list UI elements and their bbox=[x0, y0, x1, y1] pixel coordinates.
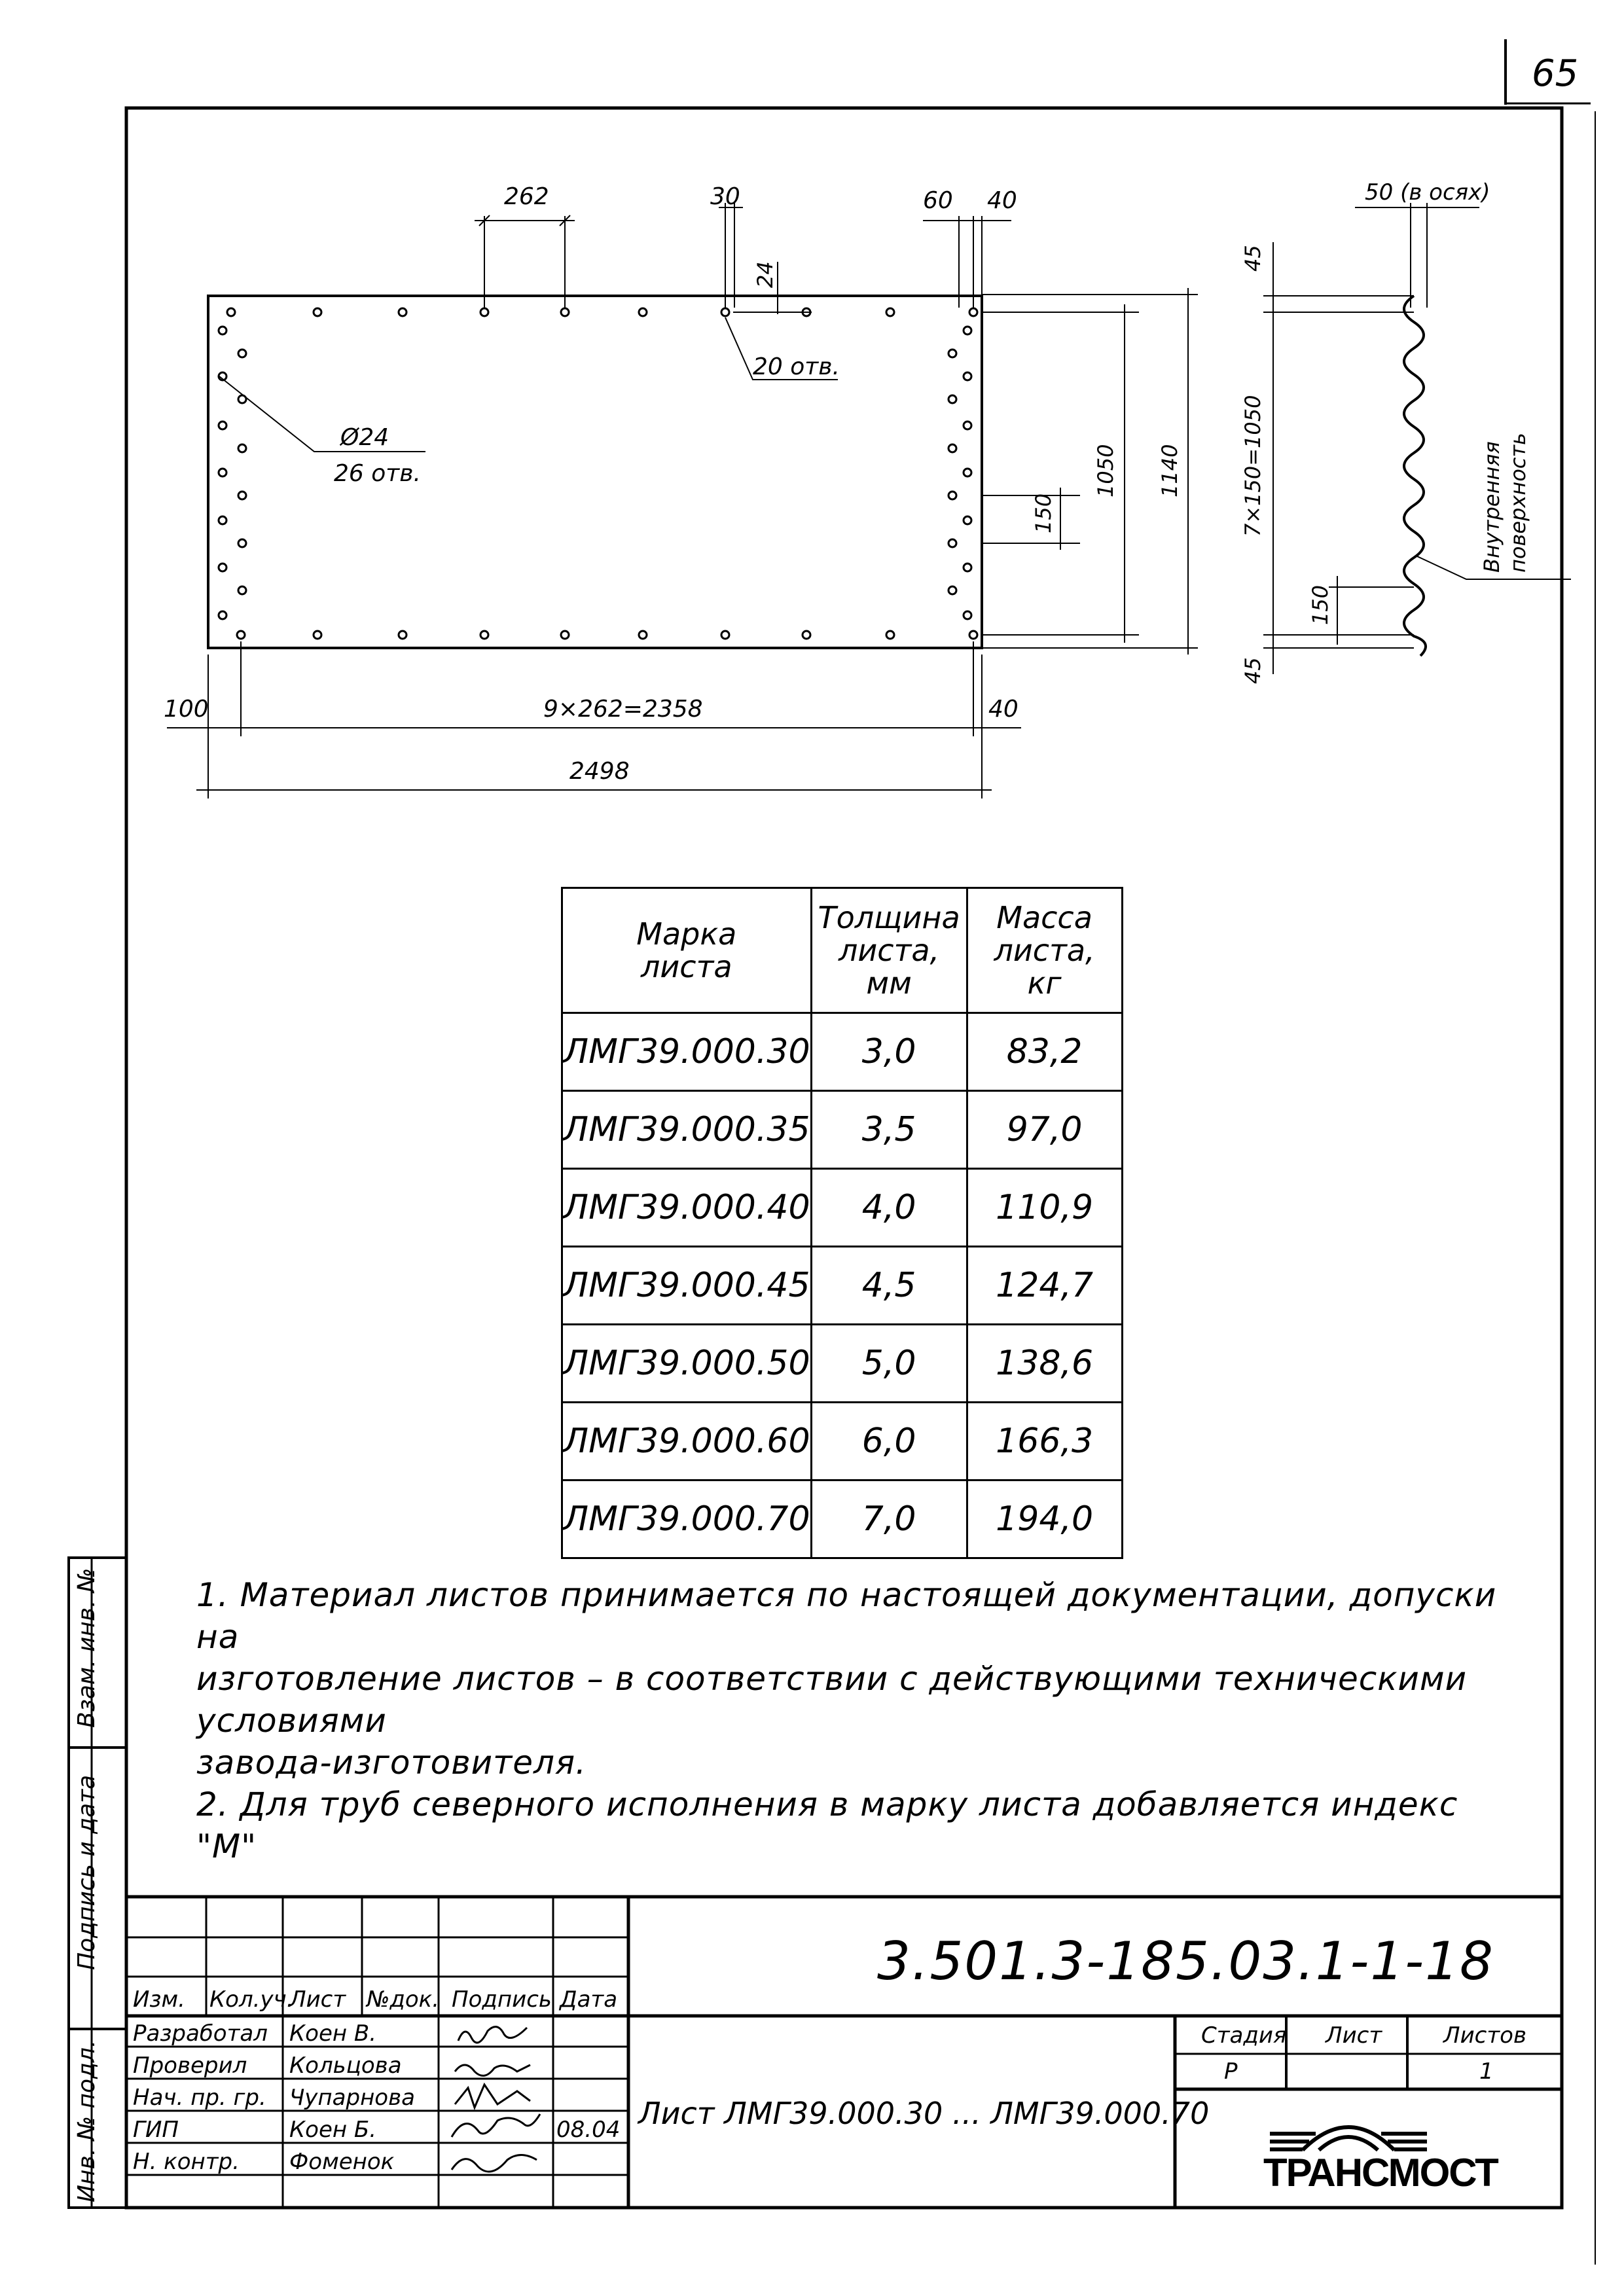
cell-mark: ЛМГ39.000.40 bbox=[562, 1169, 812, 1247]
col-header-change: Изм. bbox=[133, 1986, 185, 2013]
sheets-value: 1 bbox=[1479, 2058, 1494, 2085]
note-line: завода-изготовителя. bbox=[196, 1744, 586, 1782]
col-header-qty: Кол.уч. bbox=[209, 1986, 294, 2013]
profile-axes-label: 50 (в осях) bbox=[1365, 179, 1490, 206]
sheets-label: Листов bbox=[1443, 2022, 1527, 2049]
cell-mass: 124,7 bbox=[967, 1247, 1122, 1325]
cell-thickness: 4,0 bbox=[811, 1169, 967, 1247]
profile-150: 150 bbox=[1308, 584, 1333, 625]
col-header-signature: Подпись bbox=[452, 1986, 552, 2013]
side-label-vzam: Взам. инв. № bbox=[73, 1568, 100, 1728]
stage-label: Стадия bbox=[1201, 2022, 1287, 2049]
note-line: изготовление листов – в соответствии с действующими техническими условиями bbox=[196, 1660, 1468, 1740]
cell-mass: 166,3 bbox=[967, 1403, 1122, 1480]
date-value: 08.04 bbox=[556, 2117, 621, 2143]
name-chief-engineer: Коен Б. bbox=[289, 2117, 377, 2143]
role-developer: Разработал bbox=[133, 2020, 268, 2047]
holes-26-label: 26 отв. bbox=[334, 460, 421, 487]
col-header-docno: №док. bbox=[367, 1986, 440, 2013]
company-logo bbox=[1257, 2101, 1545, 2199]
name-checker: Кольцова bbox=[289, 2053, 402, 2079]
stage-value: Р bbox=[1224, 2058, 1238, 2085]
side-label-inv-orig: Инв. № подл. bbox=[73, 2039, 100, 2202]
dim-1140: 1140 bbox=[1157, 444, 1182, 497]
signatures bbox=[439, 2016, 553, 2208]
name-developer: Коен В. bbox=[289, 2020, 377, 2047]
role-norm-control: Н. контр. bbox=[133, 2149, 240, 2175]
cell-thickness: 6,0 bbox=[811, 1403, 967, 1480]
table-row bbox=[562, 1325, 1123, 1403]
col-header-date: Дата bbox=[560, 1986, 618, 2013]
dim-262: 262 bbox=[504, 183, 549, 210]
note-line: 1. Материал листов принимается по настоящей документации, допуски на bbox=[196, 1576, 1497, 1656]
inner-surface-label-1: Внутренняя bbox=[1479, 441, 1504, 573]
cell-mark: ЛМГ39.000.60 bbox=[562, 1403, 812, 1480]
cell-mark: ЛМГ39.000.35 bbox=[562, 1091, 812, 1169]
cell-thickness: 5,0 bbox=[811, 1325, 967, 1403]
cell-mass: 194,0 bbox=[967, 1480, 1122, 1558]
profile-45-top: 45 bbox=[1240, 245, 1265, 272]
cell-thickness: 3,0 bbox=[811, 1013, 967, 1091]
note-line: 2. Для труб северного исполнения в марку листа добавляется индекс "М" bbox=[196, 1785, 1458, 1865]
dim-100: 100 bbox=[164, 696, 209, 723]
sheet-label: Лист bbox=[1326, 2022, 1382, 2049]
table-header-row bbox=[562, 888, 1123, 1013]
cell-mass: 138,6 bbox=[967, 1325, 1122, 1403]
cell-thickness: 3,5 bbox=[811, 1091, 967, 1169]
cell-mark: ЛМГ39.000.50 bbox=[562, 1325, 812, 1403]
col-header-sheet: Лист bbox=[289, 1986, 346, 2013]
role-chief-engineer: ГИП bbox=[133, 2117, 179, 2143]
dim-40-bottom: 40 bbox=[988, 696, 1019, 723]
name-norm-control: Фоменок bbox=[289, 2149, 395, 2175]
dim-30: 30 bbox=[710, 183, 740, 210]
table-row bbox=[562, 1013, 1123, 1091]
role-checker: Проверил bbox=[133, 2053, 247, 2079]
cell-mark: ЛМГ39.000.45 bbox=[562, 1247, 812, 1325]
table-row bbox=[562, 1169, 1123, 1247]
table-row bbox=[562, 1480, 1123, 1558]
header-thickness bbox=[811, 888, 967, 1013]
company-name: ТРАНСМОСТ bbox=[1263, 2151, 1498, 2195]
dim-1050: 1050 bbox=[1093, 444, 1118, 497]
dim-150: 150 bbox=[1031, 493, 1056, 533]
page-number: 65 bbox=[1532, 52, 1579, 95]
dim-9x262: 9×262=2358 bbox=[543, 696, 703, 723]
cell-mass: 97,0 bbox=[967, 1091, 1122, 1169]
header-mark-text: Марка листа bbox=[636, 916, 737, 984]
dim-60: 60 bbox=[923, 187, 953, 214]
role-group-head: Нач. пр. гр. bbox=[133, 2085, 266, 2111]
mark-table bbox=[561, 887, 1123, 1559]
dim-24: 24 bbox=[753, 261, 778, 288]
cell-mass: 83,2 bbox=[967, 1013, 1122, 1091]
cell-thickness: 4,5 bbox=[811, 1247, 967, 1325]
sheet-title: Лист ЛМГ39.000.30 ... ЛМГ39.000.70 bbox=[638, 2096, 1210, 2131]
hole-diameter-label: Ø24 bbox=[340, 424, 389, 451]
notes bbox=[196, 1574, 1506, 1867]
document-code: 3.501.3-185.03.1-1-18 bbox=[877, 1931, 1494, 1992]
table-row bbox=[562, 1403, 1123, 1480]
header-mass-text: Масса листа, кг bbox=[994, 900, 1095, 1001]
dim-2498: 2498 bbox=[569, 758, 630, 785]
profile-7x150: 7×150=1050 bbox=[1240, 395, 1265, 537]
cell-thickness: 7,0 bbox=[811, 1480, 967, 1558]
name-group-head: Чупарнова bbox=[289, 2085, 415, 2111]
side-label-sign-date: Подпись и дата bbox=[73, 1774, 100, 1970]
profile-45-bottom: 45 bbox=[1240, 657, 1265, 684]
header-thickness-text: Толщина листа, мм bbox=[818, 900, 960, 1001]
table-row bbox=[562, 1091, 1123, 1169]
cell-mark: ЛМГ39.000.70 bbox=[562, 1480, 812, 1558]
header-mark bbox=[562, 888, 812, 1013]
cell-mass: 110,9 bbox=[967, 1169, 1122, 1247]
cell-mark: ЛМГ39.000.30 bbox=[562, 1013, 812, 1091]
dim-40-top: 40 bbox=[987, 187, 1017, 214]
header-mass bbox=[967, 888, 1122, 1013]
inner-surface-label-2: поверхность bbox=[1506, 433, 1530, 573]
table-row bbox=[562, 1247, 1123, 1325]
holes-20-label: 20 отв. bbox=[753, 353, 840, 380]
